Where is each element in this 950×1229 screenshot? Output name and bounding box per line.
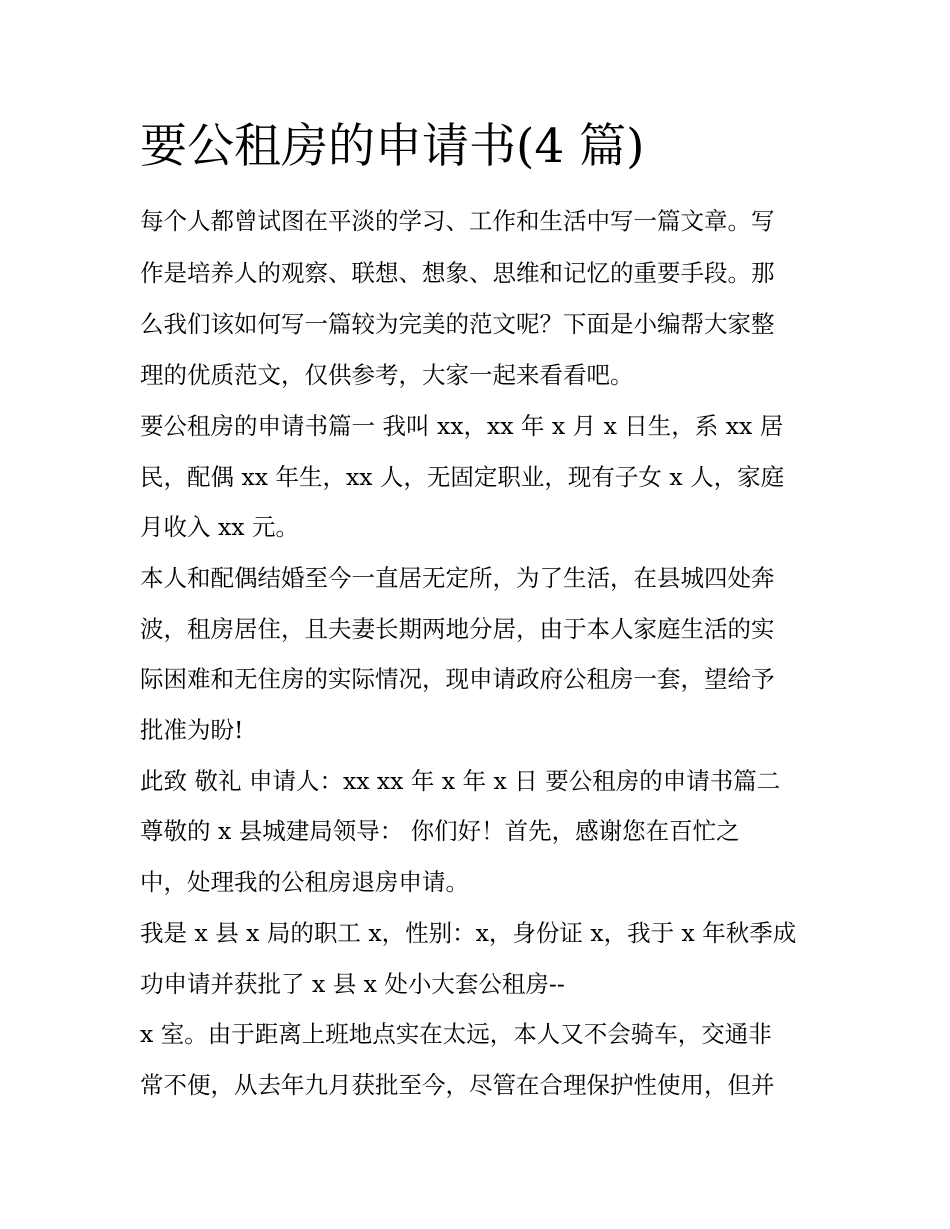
text-line: 尊敬的 x 县城建局领导： 你们好！首先，感谢您在百忙之 <box>140 817 740 845</box>
document-title: 要公租房的申请书(4 篇) <box>140 119 645 174</box>
text-line: 要公租房的申请书篇一 我叫 xx，xx 年 x 月 x 日生，系 xx 居 <box>140 412 784 440</box>
text-line: 月收入 xx 元。 <box>140 513 299 541</box>
text-line: 际困难和无住房的实际情况，现申请政府公租房一套，望给予 <box>140 665 775 693</box>
text-line: 理的优质范文，仅供参考，大家一起来看看吧。 <box>140 361 634 389</box>
text-line: 波，租房居住，且夫妻长期两地分居，由于本人家庭生活的实 <box>140 615 775 643</box>
text-line: 本人和配偶结婚至今一直居无定所，为了生活，在县城四处奔 <box>140 564 775 592</box>
text-line: 此致 敬礼 申请人：xx xx 年 x 年 x 日 要公租房的申请书篇二 <box>140 767 781 795</box>
text-line: 作是培养人的观察、联想、想象、思维和记忆的重要手段。那 <box>140 259 775 287</box>
text-line: 么我们该如何写一篇较为完美的范文呢？下面是小编帮大家整 <box>140 310 775 338</box>
text-line: 每个人都曾试图在平淡的学习、工作和生活中写一篇文章。写 <box>140 207 775 235</box>
text-line: 功申请并获批了 x 县 x 处小大套公租房-- <box>140 970 565 998</box>
text-line: 我是 x 县 x 局的职工 x，性别：x，身份证 x，我于 x 年秋季成 <box>140 919 797 947</box>
text-line: 民，配偶 xx 年生，xx 人，无固定职业，现有子女 x 人，家庭 <box>140 463 785 491</box>
text-line: 批准为盼! <box>140 716 244 744</box>
text-line: 常不便，从去年九月获批至今，尽管在合理保护性使用，但并 <box>140 1071 775 1099</box>
text-line: 中，处理我的公租房退房申请。 <box>140 868 469 896</box>
text-line: x 室。由于距离上班地点实在太远，本人又不会骑车，交通非 <box>140 1020 772 1048</box>
